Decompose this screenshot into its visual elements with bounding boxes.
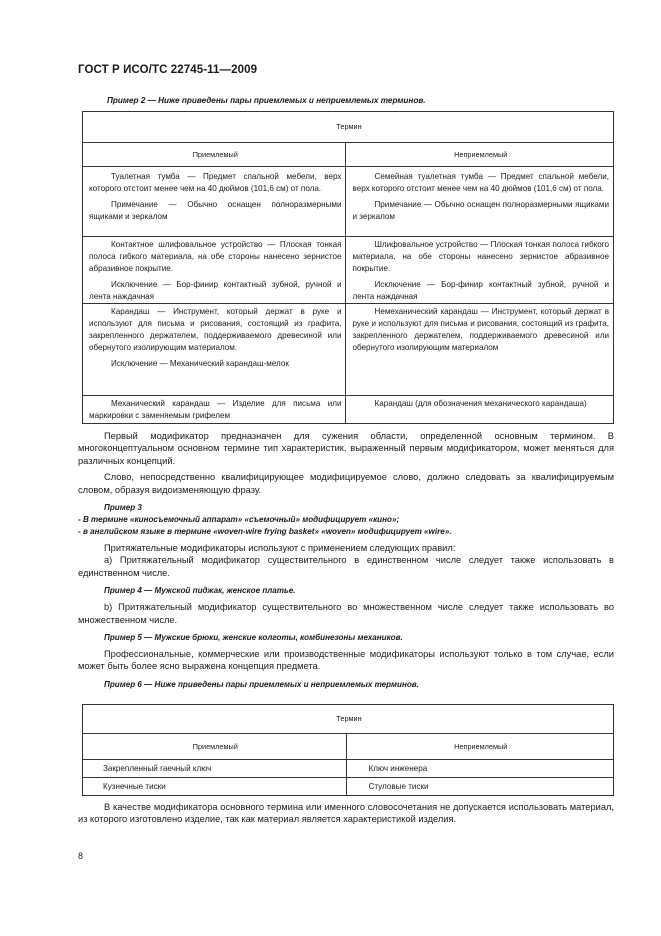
example-6-title: Пример 6 — Ниже приведены пары приемлемых и неприемлемых терминов. [104,679,419,689]
table-title: Термин [83,112,614,143]
paragraph: Первый модификатор предназначен для сужения области, определенной основным термином. В многоконцептуальном основном термине тип характеристик, выраженный первым модификатором, может меняться для различных концепций. [78,431,614,466]
term-note: Примечание — Обычно оснащен полноразмерными ящиками и зеркалом [352,200,609,221]
example-3-title: Пример 3 [104,503,142,513]
paragraph: a) Притяжательный модификатор существительного в единственном числе следует также использовать в единственном числе. [78,555,614,578]
example-2-title: Пример 2 — Ниже приведены пары приемлемых и неприемлемых терминов. [107,96,426,105]
column-header-acceptable: Приемлемый [83,734,347,760]
term-definition: Шлифовальное устройство — Плоская тонкая полоса гибкого материала, на обе стороны нанесено зернистое абразивное покрытие. [352,240,609,273]
example-5: Пример 5 — Мужские брюки, женские колготы, комбинезоны механиков. [104,633,403,643]
paragraph: Слово, непосредственно квалифицирующее модифицируемое слово, должно следовать за квалифицируемым словом, образуя видоизменяющую фразу. [78,472,614,495]
example-3-line: - В термине «киносъемочный аппарат» «съемочный» модифицирует «кино»; [78,515,400,525]
term-note: Исключение — Бор-финир контактный зубной, ручной и лента наждачная [89,280,342,301]
paragraph: Притяжательные модификаторы используют с применением следующих правил: [104,543,456,554]
page-number: 8 [78,851,84,861]
example-6-table [82,704,614,796]
table-row [83,760,614,778]
term-unacceptable: Стуловые тиски [346,778,613,796]
term-acceptable: Кузнечные тиски [83,778,347,796]
table-row [83,778,614,796]
example-4: Пример 4 — Мужской пиджак, женское платье. [104,586,296,596]
term-note: Исключение — Механический карандаш-мелок [111,359,289,368]
table-row [83,167,614,237]
term-note: Исключение — Бор-финир контактный зубной, ручной и лента наждачная [352,280,609,301]
term-unacceptable: Ключ инженера [346,760,613,778]
term-definition: Механический карандаш — Изделие для письма или маркировки с заменяемым грифелем [89,399,342,420]
term-note: Примечание — Обычно оснащен полноразмерными ящиками и зеркалом [89,200,342,221]
term-definition: Туалетная тумба — Предмет спальной мебели, верх которого отстоит менее чем на 40 дюймов (101,6 см) от пола. [89,172,342,193]
paragraph: Профессиональные, коммерческие или производственные модификаторы используют только в том случае, если может быть более ясно выражена концепция предмета. [78,649,614,672]
paragraph: В качестве модификатора основного термина или именного словосочетания не допускается использовать материал, из которого изготовлено изделие, так как материал является характеристикой изделия. [78,802,614,825]
term-definition: Карандаш (для обозначения механического карандаша) [374,399,587,408]
column-header-unacceptable: Неприемлемый [346,734,613,760]
document-header: ГОСТ Р ИСО/ТС 22745-11—2009 [78,64,258,76]
term-definition: Немеханический карандаш — Инструмент, который держат в руке и используют для письма и рисования, состоящий из графита, закрепленного держателем, поддерживаемого древесиной или обернутого изолирующим материалом [352,307,609,352]
table-row [83,304,614,396]
table-title: Термин [83,705,614,734]
term-definition: Карандаш — Инструмент, который держат в руке и используют для письма и рисования, состоящий из графита, закрепленного держателем, поддерживаемого древесиной или обернутого изолирующим материалом. [89,307,342,352]
table-row [83,396,614,424]
example-3-line: - в английском языке в термине «woven-wire frying basket» «woven» модифицирует «wire». [78,527,452,537]
term-definition: Семейная туалетная тумба — Предмет спальной мебели, верх которого отстоит менее чем на 40 дюймов (101,6 см) от пола. [352,172,609,193]
term-acceptable: Закрепленный гаечный ключ [83,760,347,778]
body-section-2 [78,801,614,826]
term-definition: Контактное шлифовальное устройство — Плоская тонкая полоса гибкого материала, на обе стороны нанесено зернистое абразивное покрытие. [89,240,342,273]
body-section-1 [78,430,614,691]
column-header-unacceptable: Неприемлемый [346,143,614,167]
paragraph: b) Притяжательный модификатор существительного во множественном числе следует также использовать во множественном числе. [78,602,614,625]
example-2-table [82,111,614,424]
table-row [83,237,614,304]
column-header-acceptable: Приемлемый [83,143,346,167]
